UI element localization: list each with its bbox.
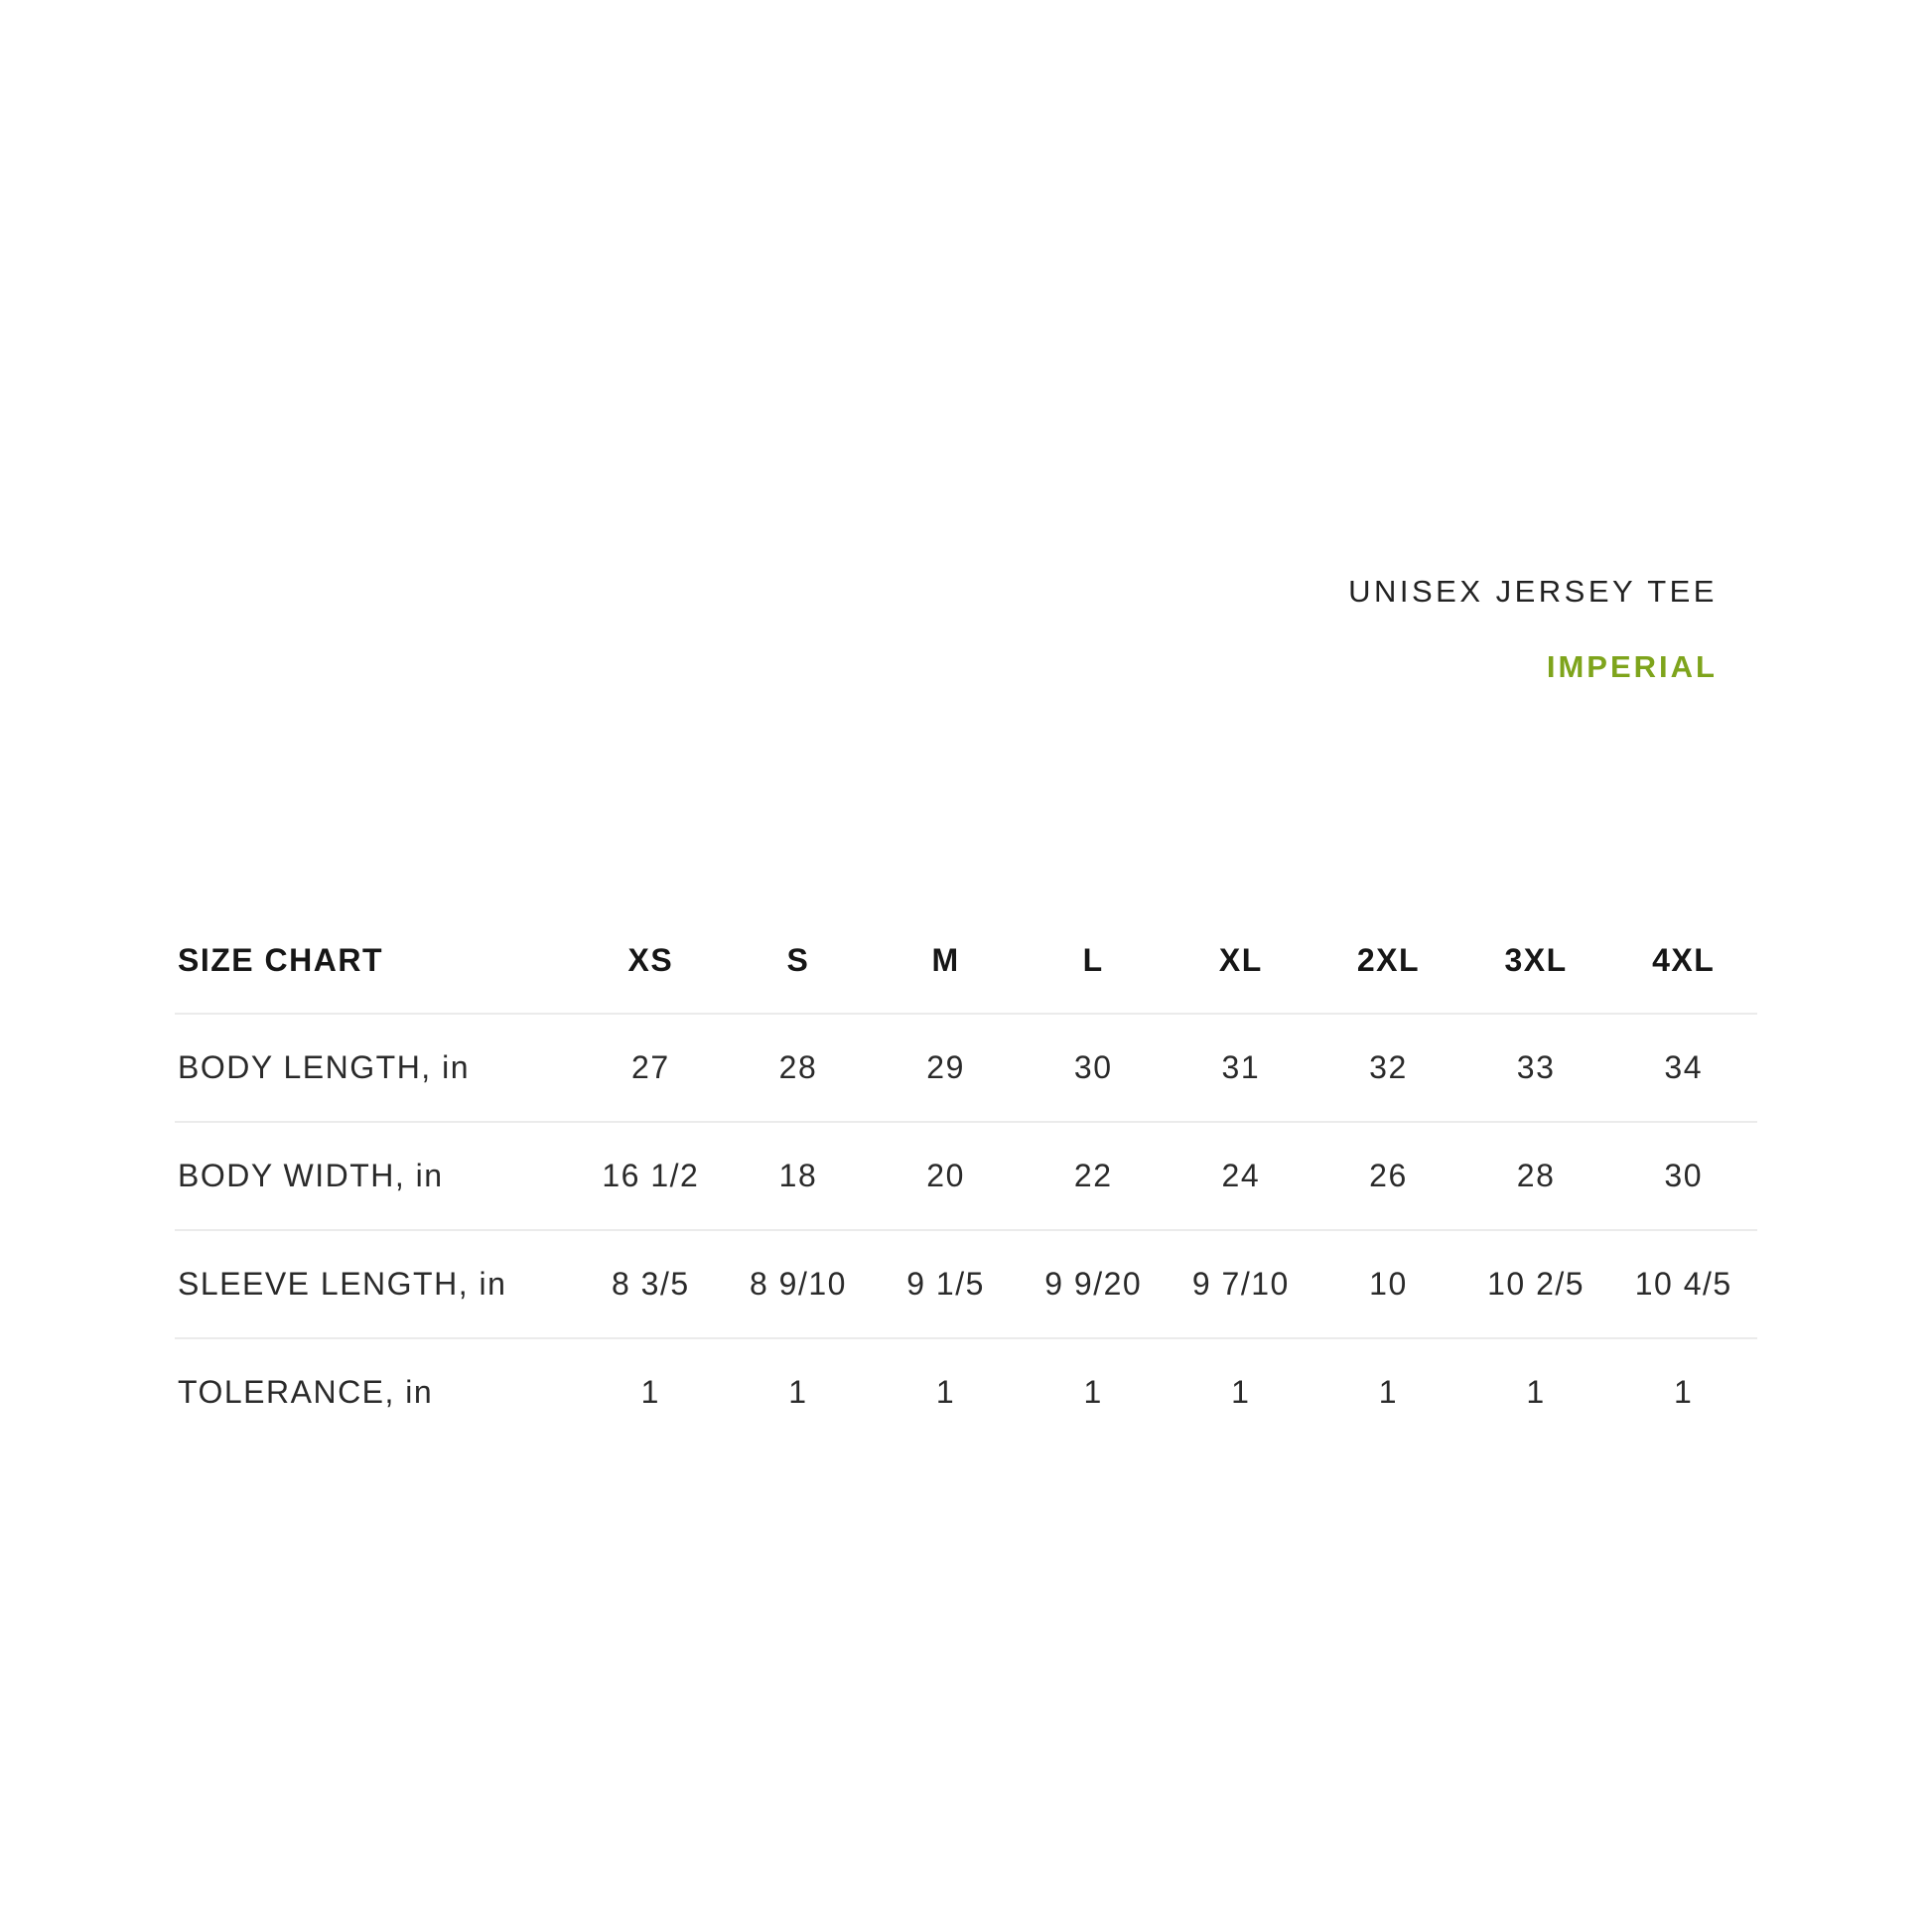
table-cell: 28 bbox=[1516, 1158, 1556, 1193]
column-header-2xl: 2XL bbox=[1356, 941, 1421, 978]
table-cell: 1 bbox=[1231, 1374, 1251, 1410]
column-header-xl: XL bbox=[1218, 941, 1263, 978]
table-cell: 1 bbox=[1674, 1374, 1694, 1410]
table-cell: 29 bbox=[926, 1049, 965, 1085]
table-cell: 33 bbox=[1516, 1049, 1556, 1085]
title-block bbox=[1348, 574, 1718, 685]
table-cell: 16 1/2 bbox=[602, 1158, 700, 1193]
table-cell: 10 bbox=[1369, 1266, 1408, 1302]
row-label: BODY WIDTH, in bbox=[178, 1158, 444, 1193]
table-cell: 1 bbox=[1526, 1374, 1546, 1410]
table-row-sleeve-length bbox=[175, 1231, 1757, 1339]
column-header-xs: XS bbox=[627, 941, 674, 978]
row-label: TOLERANCE, in bbox=[178, 1374, 434, 1410]
table-cell: 32 bbox=[1369, 1049, 1408, 1085]
table-cell: 1 bbox=[1083, 1374, 1103, 1410]
table-cell: 9 9/20 bbox=[1044, 1266, 1143, 1302]
column-header-3xl: 3XL bbox=[1504, 941, 1568, 978]
row-label: SLEEVE LENGTH, in bbox=[178, 1266, 507, 1302]
table-cell: 20 bbox=[926, 1158, 965, 1193]
size-chart-heading: SIZE CHART bbox=[178, 941, 383, 978]
product-title: UNISEX JERSEY TEE bbox=[1348, 574, 1718, 609]
table-cell: 30 bbox=[1664, 1158, 1703, 1193]
table-cell: 22 bbox=[1073, 1158, 1113, 1193]
table-cell: 26 bbox=[1369, 1158, 1408, 1193]
table-cell: 10 4/5 bbox=[1634, 1266, 1732, 1302]
table-cell: 24 bbox=[1221, 1158, 1261, 1193]
column-header-l: L bbox=[1082, 941, 1104, 978]
table-cell: 1 bbox=[640, 1374, 660, 1410]
column-header-s: S bbox=[786, 941, 810, 978]
table-cell: 9 7/10 bbox=[1191, 1266, 1290, 1302]
table-cell: 8 3/5 bbox=[611, 1266, 690, 1302]
table-cell: 31 bbox=[1221, 1049, 1261, 1085]
table-cell: 18 bbox=[778, 1158, 818, 1193]
table-cell: 9 1/5 bbox=[906, 1266, 985, 1302]
size-chart-table bbox=[175, 907, 1757, 1446]
unit-system-label: IMPERIAL bbox=[1546, 649, 1718, 684]
table-cell: 28 bbox=[778, 1049, 818, 1085]
table-cell: 8 9/10 bbox=[749, 1266, 847, 1302]
table-cell: 34 bbox=[1664, 1049, 1703, 1085]
table-row-body-width bbox=[175, 1123, 1757, 1231]
row-label: BODY LENGTH, in bbox=[178, 1049, 470, 1085]
table-cell: 1 bbox=[1378, 1374, 1399, 1410]
column-header-4xl: 4XL bbox=[1652, 941, 1716, 978]
table-cell: 10 2/5 bbox=[1487, 1266, 1586, 1302]
table-cell: 1 bbox=[788, 1374, 808, 1410]
table-cell: 30 bbox=[1073, 1049, 1113, 1085]
table-cell: 27 bbox=[631, 1049, 670, 1085]
table-header-row bbox=[175, 907, 1757, 1015]
table-cell: 1 bbox=[935, 1374, 956, 1410]
column-header-m: M bbox=[931, 941, 960, 978]
table-row-body-length bbox=[175, 1015, 1757, 1123]
table-row-tolerance bbox=[175, 1339, 1757, 1446]
